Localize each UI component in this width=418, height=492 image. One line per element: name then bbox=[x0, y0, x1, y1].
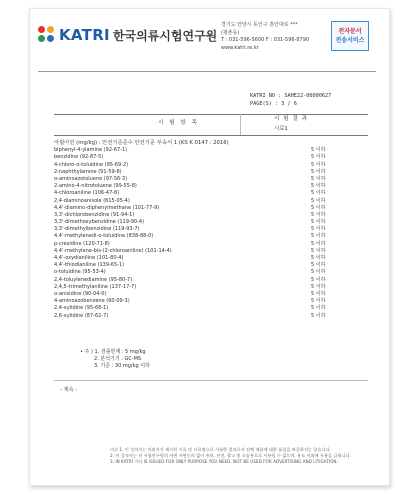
e-document-stamp bbox=[331, 21, 369, 51]
report-number: KATRI NO : SAHE22-00000627 bbox=[250, 93, 332, 99]
address-block bbox=[221, 22, 321, 52]
result-value: 5 이하 bbox=[311, 161, 326, 168]
table-row bbox=[54, 284, 374, 291]
table-row bbox=[54, 162, 374, 169]
table-row bbox=[54, 291, 374, 298]
table-row bbox=[54, 313, 374, 320]
substance-name: o-toluidine (95-53-4) bbox=[54, 269, 106, 276]
substance-name: 2,4-toluylenediamine (95-80-7) bbox=[54, 276, 133, 283]
table-row bbox=[54, 241, 374, 248]
result-value: 5 이하 bbox=[311, 168, 326, 175]
table-row bbox=[54, 226, 374, 233]
result-value: 5 이하 bbox=[311, 219, 326, 226]
table-row bbox=[54, 269, 374, 276]
substance-name: p-cresidine (120-71-8) bbox=[54, 240, 110, 247]
substance-name: 4-chloro-o-toluidine (95-69-2) bbox=[54, 161, 129, 168]
footer-line: 2. 이 성적서는 선 시험연구원의 서면 서면동의 없이 홍보, 선전, 광고 및 소송용으로 사용될 수 없으며, 용도 이외에 사용을 금합니다. bbox=[110, 453, 351, 459]
continued-text: - 계속 - bbox=[60, 387, 78, 393]
table-top-rule bbox=[54, 114, 368, 115]
result-value: 5 이하 bbox=[311, 269, 326, 276]
substance-name: 2,4-diaminoanisole (615-05-4) bbox=[54, 197, 130, 204]
header-divider bbox=[38, 71, 376, 72]
substance-name: 4-aminoazobenzene (60-09-3) bbox=[54, 298, 130, 305]
substance-name: 2-naphthylamine (91-59-8) bbox=[54, 168, 122, 175]
substance-name: 4-chloroaniline (106-47-8) bbox=[54, 190, 120, 197]
substance-name: 4,4'-methylenedi-o-toluidine (838-88-0) bbox=[54, 233, 154, 240]
result-value: 5 이하 bbox=[311, 290, 326, 297]
result-value: 5 이하 bbox=[311, 240, 326, 247]
result-value: 5 이하 bbox=[311, 183, 326, 190]
substance-name: 2-amino-4-nitrotoluene (99-55-8) bbox=[54, 183, 137, 190]
table-row bbox=[54, 212, 374, 219]
substance-name: 3,3'-dimethylbenzidine (119-93-7) bbox=[54, 226, 140, 233]
table-row bbox=[54, 248, 374, 255]
result-value: 5 이하 bbox=[311, 283, 326, 290]
substance-name: benzidine (92-87-5) bbox=[54, 154, 104, 161]
address-line: (평촌동) bbox=[221, 29, 240, 36]
stamp-line: 전송서비스 bbox=[335, 37, 365, 44]
table-row bbox=[54, 205, 374, 212]
column-header-item: 시 험 항 목 bbox=[158, 120, 199, 126]
table-row bbox=[54, 233, 374, 240]
substance-name: 2,4,5-trimethylaniline (137-17-7) bbox=[54, 283, 137, 290]
test-notes bbox=[80, 349, 150, 370]
page-number: PAGE(S) : 3 / 6 bbox=[250, 101, 297, 107]
substance-name: 3,3'-dichlorobenzidine (91-94-1) bbox=[54, 211, 135, 218]
result-value: 5 이하 bbox=[311, 305, 326, 312]
substance-name: 2,6-xylidine (87-62-7) bbox=[54, 312, 109, 319]
result-value: 5 이하 bbox=[311, 276, 326, 283]
table-row bbox=[54, 190, 374, 197]
table-row bbox=[54, 255, 374, 262]
section-title: 아릴아민 (mg/kg) : 안전기준준수 안전기준 부속서 1 (KS K 0147 : 2016) bbox=[54, 140, 229, 146]
result-value: 5 이하 bbox=[311, 233, 326, 240]
substance-name: 4,4'-thiodianiline (139-65-1) bbox=[54, 262, 125, 269]
substance-name: 4,4'-methylene-bis-(2-chloroaniline) (101-14-4) bbox=[54, 247, 172, 254]
column-header-sample: 시료1 bbox=[274, 126, 288, 132]
result-value: 5 이하 bbox=[311, 226, 326, 233]
result-value: 5 이하 bbox=[311, 298, 326, 305]
table-row bbox=[54, 198, 374, 205]
footer-remarks bbox=[110, 447, 351, 466]
result-value: 5 이하 bbox=[311, 262, 326, 269]
table-header-rule bbox=[54, 135, 368, 136]
table-row bbox=[54, 305, 374, 312]
website-line: www.katri.re.kr bbox=[221, 44, 259, 51]
result-value: 5 이하 bbox=[311, 197, 326, 204]
column-header-result: 시 험 결 과 bbox=[274, 116, 308, 122]
logo-mark-icon bbox=[38, 26, 56, 44]
substance-name: 3,3'-dimethoxybenzidine (119-90-4) bbox=[54, 219, 145, 226]
table-row bbox=[54, 183, 374, 190]
footer-line: 비고 1. 이 성적서는 의뢰자가 제시한 시료 및 시료명으로 시험한 결과로서 전체 제품에 대한 품질을 보증하지는 않습니다. bbox=[110, 447, 331, 452]
phone-line: T : 031-596-5600 F : 031-596-8790 bbox=[221, 37, 310, 43]
table-row bbox=[54, 298, 374, 305]
stamp-line: 전자문서 bbox=[338, 28, 362, 35]
end-divider bbox=[54, 380, 368, 381]
table-row bbox=[54, 147, 374, 154]
report-meta bbox=[250, 92, 331, 108]
result-value: 5 이하 bbox=[311, 154, 326, 161]
substance-name: o-aminoazotoluene (97-56-3) bbox=[54, 175, 128, 182]
note-line: 3. 기준 : 30 mg/kg 이하 bbox=[94, 363, 150, 369]
note-line: 2. 분석기기 : GC-MS bbox=[94, 356, 142, 362]
table-row bbox=[54, 262, 374, 269]
result-value: 5 이하 bbox=[311, 190, 326, 197]
table-row bbox=[54, 176, 374, 183]
substance-name: biphenyl-4-ylamine (92-67-1) bbox=[54, 147, 128, 154]
substance-name: 2,4-xylidine (95-68-1) bbox=[54, 305, 109, 312]
section-title-row bbox=[54, 140, 374, 147]
result-value: 5 이하 bbox=[311, 247, 326, 254]
result-value: 5 이하 bbox=[311, 211, 326, 218]
substance-name: 4,4'-diamino-diphenylmethane (101-77-9) bbox=[54, 204, 160, 211]
footer-line: 3. IN KATRI 기타 IS ISSUED FOR ONLY PURPOSE YOU NEED. NOT BE USED FOR ADVERTISING AND LITIGATION. bbox=[110, 459, 338, 465]
address-line: 경기도 안양시 동안구 흥안대로 *** bbox=[221, 22, 298, 28]
note-line: • 주 ) 1. 검출한계 : 5 mg/kg bbox=[80, 349, 146, 355]
katri-logo bbox=[38, 24, 217, 46]
table-row bbox=[54, 277, 374, 284]
table-row bbox=[54, 169, 374, 176]
result-value: 5 이하 bbox=[311, 175, 326, 182]
table-column-divider bbox=[240, 114, 241, 136]
results-table bbox=[54, 140, 374, 320]
result-value: 5 이하 bbox=[311, 204, 326, 211]
result-value: 5 이하 bbox=[311, 147, 326, 154]
table-row bbox=[54, 154, 374, 161]
table-row bbox=[54, 219, 374, 226]
substance-name: o-anisidine (90-04-0) bbox=[54, 290, 107, 297]
brand-name-korean: 한국의류시험연구원 bbox=[112, 28, 218, 43]
result-value: 5 이하 bbox=[311, 255, 326, 261]
substance-name: 4,4'-oxydianiline (101-80-4) bbox=[54, 255, 124, 261]
brand-name: KATRI bbox=[59, 26, 110, 44]
result-value: 5 이하 bbox=[311, 312, 326, 319]
